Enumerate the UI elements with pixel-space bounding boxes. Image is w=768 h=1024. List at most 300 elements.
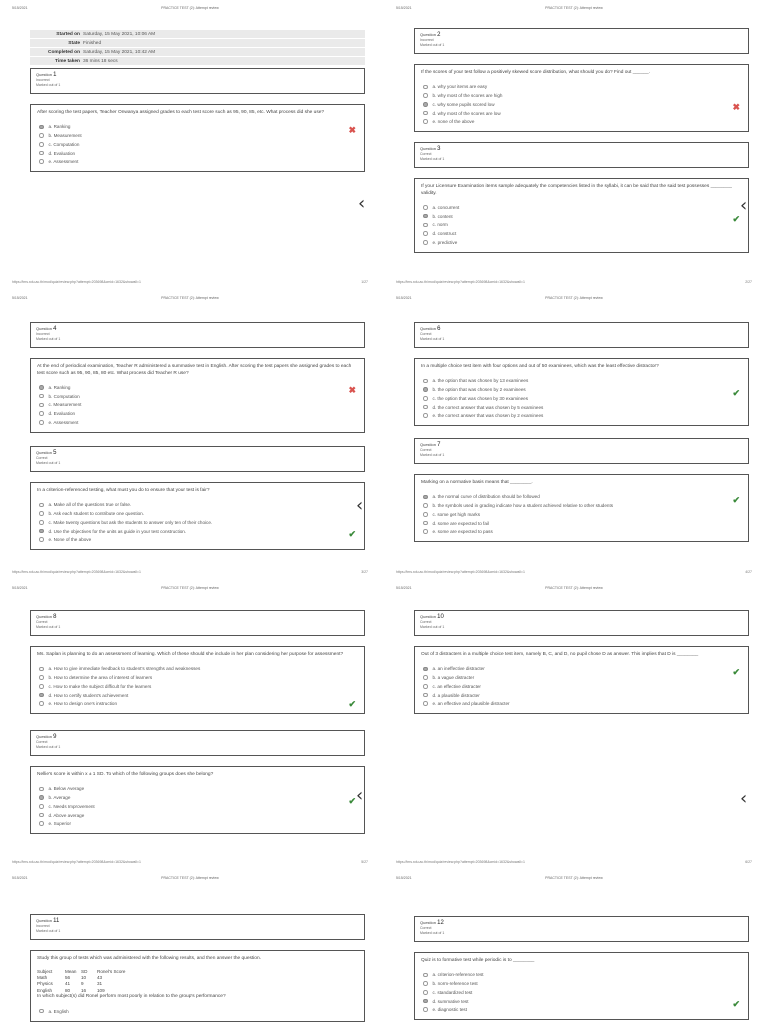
chevron-left-icon[interactable]: ‹: [356, 785, 364, 806]
page-title: PRACTICE TEST (2): Attempt review: [545, 876, 603, 880]
check-icon: ✔: [348, 699, 356, 710]
print-date: 5/15/2021: [12, 876, 28, 880]
answer-option-label: a. Make all of the questions true or false.: [48, 502, 132, 508]
answer-option[interactable]: [37, 123, 358, 132]
answer-option[interactable]: [421, 682, 742, 691]
answer-option-label: d. some are expected to fail: [432, 520, 489, 526]
question-info: [30, 322, 365, 348]
answer-option-label: c. How to make the subject difficult for the learners: [48, 683, 152, 689]
answer-option-label: a. Below Average: [48, 786, 85, 792]
answer-option[interactable]: [421, 691, 742, 700]
answer-option-label: a. an ineffective distracter: [432, 666, 485, 672]
answer-option[interactable]: [421, 403, 742, 412]
answer-option[interactable]: [421, 91, 742, 100]
score-table-cell: 56: [65, 975, 71, 980]
radio-button[interactable]: [423, 387, 428, 392]
answer-option-label: a. How to give immediate feedback to student's strengths and weaknesses: [48, 666, 201, 672]
question-content: [414, 952, 749, 1020]
answer-option[interactable]: [421, 1005, 742, 1014]
page-url: https://lms.xdu.ac.th/mod/quiz/review.php?attempt=203698&cmid=1632&showall=1: [396, 570, 525, 574]
radio-button[interactable]: [423, 102, 428, 107]
answer-option[interactable]: [37, 383, 358, 392]
answer-option[interactable]: [37, 802, 358, 811]
answer-option-label: b. Ask each student to contribute one question.: [48, 511, 145, 517]
question-info: [30, 914, 365, 940]
answer-option-label: a. Ranking: [48, 385, 71, 391]
answer-option-label: c. some get high marks: [432, 511, 480, 517]
chevron-left-icon[interactable]: ‹: [356, 495, 364, 516]
score-table-cell: SD: [81, 968, 88, 974]
answer-option-label: b. Computation: [48, 393, 80, 399]
question-number: 5: [53, 450, 57, 456]
radio-button[interactable]: [423, 214, 428, 219]
question-status: Incorrect: [36, 78, 50, 82]
answer-option[interactable]: [37, 157, 358, 166]
question-number: 7: [437, 442, 441, 448]
answer-option[interactable]: [37, 140, 358, 149]
answer-option-label: e. predictive: [432, 239, 458, 245]
answer-option[interactable]: [421, 212, 742, 221]
question-status: Correct: [36, 456, 48, 460]
radio-button[interactable]: [39, 821, 44, 826]
answer-option[interactable]: [421, 510, 742, 519]
answer-option[interactable]: [37, 501, 358, 510]
marked-out-of: Marked out of 1: [420, 157, 445, 161]
question-word: Question: [36, 734, 53, 739]
answer-option-label: b. the symbols used in grading indicate how a student achieved relative to other students: [432, 503, 614, 509]
radio-button[interactable]: [423, 205, 428, 210]
answer-option[interactable]: [421, 673, 742, 682]
answer-option[interactable]: [421, 988, 742, 997]
answer-option[interactable]: [421, 109, 742, 118]
marked-out-of: Marked out of 1: [36, 745, 61, 749]
marked-out-of: Marked out of 1: [420, 43, 445, 47]
answer-option[interactable]: [37, 401, 358, 410]
radio-button[interactable]: [39, 403, 44, 408]
question-text: In a multiple choice test item with four options and out of 50 examinees, which was the least effective distractor?: [421, 364, 659, 369]
score-table: [37, 969, 358, 995]
question-info: [414, 438, 749, 464]
question-content: [30, 358, 365, 433]
question-info: [414, 142, 749, 168]
cross-icon: ✖: [732, 102, 740, 113]
answer-option[interactable]: [37, 1007, 358, 1016]
radio-button[interactable]: [423, 999, 428, 1004]
question-text: After scoring the test papers, Teacher Onwanya assigned grades to each test score such as 95, 90, 85, etc. What process did she use?: [37, 110, 325, 115]
answer-option[interactable]: [421, 229, 742, 238]
cross-icon: ✖: [348, 385, 356, 395]
question-info: [30, 68, 365, 94]
answer-option[interactable]: [37, 819, 358, 828]
score-table-cell: Mean: [65, 968, 77, 974]
summary-value: Finished: [83, 40, 102, 46]
answer-option-label: d. Evaluation: [48, 150, 76, 156]
answer-option[interactable]: [37, 392, 358, 401]
page-footer: [396, 860, 752, 864]
answer-option-label: e. the correct answer that was chosen by 2 examinees: [432, 413, 544, 419]
answer-option-label: e. None of the above: [48, 537, 92, 543]
answer-option-label: e. diagnostic test: [432, 1007, 467, 1013]
radio-button[interactable]: [423, 405, 428, 410]
summary-key: State: [68, 40, 80, 46]
answer-option[interactable]: [421, 377, 742, 386]
answer-option[interactable]: [421, 493, 742, 502]
radio-button[interactable]: [39, 684, 44, 689]
question-word: Question: [420, 920, 437, 925]
score-table-cell: Math: [37, 975, 48, 980]
page-number: 2/27: [745, 280, 752, 284]
radio-button[interactable]: [39, 537, 44, 542]
question-number: 10: [437, 614, 444, 620]
radio-button[interactable]: [423, 667, 428, 672]
radio-button[interactable]: [39, 151, 44, 156]
answer-option-label: e. Superior: [48, 821, 71, 827]
answer-option-label: c. Needs Improvement: [48, 803, 95, 809]
radio-button[interactable]: [39, 675, 44, 680]
radio-button[interactable]: [39, 511, 44, 516]
chevron-left-icon[interactable]: ‹: [740, 195, 748, 216]
pdf-page: [0, 0, 380, 290]
answer-option[interactable]: [37, 131, 358, 140]
radio-button[interactable]: [423, 396, 428, 401]
radio-button[interactable]: [423, 119, 428, 124]
answer-option[interactable]: [421, 665, 742, 674]
radio-button[interactable]: [39, 1009, 44, 1014]
question-status: Correct: [36, 740, 48, 744]
question-status: Incorrect: [36, 332, 50, 336]
radio-button[interactable]: [423, 379, 428, 384]
score-table-cell: 10: [81, 975, 87, 980]
question-status: Correct: [36, 620, 48, 624]
radio-button[interactable]: [39, 804, 44, 809]
marked-out-of: Marked out of 1: [36, 929, 61, 933]
question-content: [30, 950, 365, 1022]
answer-option[interactable]: [421, 519, 742, 528]
pdf-page: [384, 580, 764, 870]
check-icon: ✔: [732, 213, 740, 224]
page-title: PRACTICE TEST (2): Attempt review: [161, 876, 219, 880]
answer-option-label: c. standardized test: [432, 989, 473, 995]
answer-option-label: d. construct: [432, 231, 457, 237]
answer-option-label: e. Assessment: [48, 419, 79, 425]
summary-value: Saturday, 15 May 2021, 10:42 AM: [83, 49, 156, 55]
marked-out-of: Marked out of 1: [36, 461, 61, 465]
question-info: [30, 730, 365, 756]
answer-option[interactable]: [421, 100, 742, 109]
question-status: Correct: [420, 332, 432, 336]
page-title: PRACTICE TEST (2): Attempt review: [545, 6, 603, 10]
answer-option-label: e. some are expected to pass: [432, 529, 493, 535]
answer-option-label: e. Assessment: [48, 159, 79, 165]
page-url: https://lms.xdu.ac.th/mod/quiz/review.php?attempt=203698&cmid=1632&showall=1: [12, 280, 141, 284]
answer-option[interactable]: [37, 527, 358, 536]
check-icon: ✔: [732, 387, 740, 398]
question-content: [30, 646, 365, 714]
answer-option[interactable]: [421, 394, 742, 403]
print-date: 5/15/2021: [396, 586, 412, 590]
answer-option-label: a. the normal curve of distribution should be followed: [432, 494, 540, 500]
question-text: Nellie's score is within x ± 1 SD. To which of the following groups does she belong?: [37, 772, 214, 777]
page-title: PRACTICE TEST (2): Attempt review: [545, 586, 603, 590]
answer-option-label: d. a plausible distracter: [432, 692, 480, 698]
radio-button[interactable]: [423, 240, 428, 245]
page-footer: [396, 280, 752, 284]
radio-button[interactable]: [423, 521, 428, 526]
score-table-cell: Physics: [37, 981, 53, 987]
radio-button[interactable]: [423, 701, 428, 706]
radio-button[interactable]: [39, 503, 44, 508]
attempt-summary: [30, 30, 365, 66]
page-url: https://lms.xdu.ac.th/mod/quiz/review.php?attempt=203698&cmid=1632&showall=1: [396, 860, 525, 864]
answer-option[interactable]: [421, 699, 742, 708]
page-url: https://lms.xdu.ac.th/mod/quiz/review.php?attempt=203698&cmid=1632&showall=1: [12, 570, 141, 574]
radio-button[interactable]: [39, 693, 44, 698]
radio-button[interactable]: [39, 795, 44, 800]
page-number: 3/27: [361, 570, 368, 574]
answer-option-label: e. an effective and plausible distracter: [432, 701, 510, 707]
answer-option-label: d. Use the objectives for the units as guide in your test construction.: [48, 528, 187, 534]
answer-option[interactable]: [37, 793, 358, 802]
chevron-left-icon[interactable]: ‹: [740, 788, 748, 809]
answer-option[interactable]: [37, 811, 358, 820]
radio-button[interactable]: [423, 85, 428, 90]
marked-out-of: Marked out of 1: [420, 931, 445, 935]
radio-button[interactable]: [423, 413, 428, 418]
answer-option-label: d. summative test: [432, 998, 469, 1004]
question-info: [414, 916, 749, 942]
radio-button[interactable]: [423, 223, 428, 228]
pdf-page: [0, 580, 380, 870]
page-title: PRACTICE TEST (2): Attempt review: [161, 296, 219, 300]
radio-button[interactable]: [423, 529, 428, 534]
answer-option-label: c. Measurement: [48, 402, 82, 408]
answer-option[interactable]: [37, 535, 358, 544]
question-text: Quiz is to formative test while periodic is to ________: [421, 958, 535, 963]
answer-option-label: b. Average: [48, 795, 71, 801]
answer-option[interactable]: [37, 699, 358, 708]
answer-option[interactable]: [421, 997, 742, 1006]
radio-button[interactable]: [39, 813, 44, 818]
answer-option[interactable]: [37, 149, 358, 158]
answer-option[interactable]: [421, 971, 742, 980]
answer-option[interactable]: [37, 409, 358, 418]
answer-option-label: b. How to determine the area of interest of learners: [48, 675, 153, 681]
summary-row: [30, 39, 365, 48]
radio-button[interactable]: [423, 684, 428, 689]
radio-button[interactable]: [423, 512, 428, 517]
score-table-cell: 43: [97, 975, 103, 980]
radio-button[interactable]: [423, 93, 428, 98]
answer-option-label: c. norm: [432, 222, 448, 228]
answer-option[interactable]: [37, 509, 358, 518]
page-url: https://lms.xdu.ac.th/mod/quiz/review.php?attempt=203698&cmid=1632&showall=1: [396, 280, 525, 284]
question-content: [414, 358, 749, 426]
score-table-cell: 80: [65, 987, 71, 993]
page-footer: [12, 570, 368, 574]
question-info: [30, 446, 365, 472]
answer-option[interactable]: [421, 527, 742, 536]
answer-option[interactable]: [37, 518, 358, 527]
print-date: 5/15/2021: [396, 6, 412, 10]
check-icon: ✔: [732, 667, 740, 677]
answer-option[interactable]: [37, 682, 358, 691]
score-table-cell: Ronel's Score: [97, 968, 126, 974]
answer-option[interactable]: [37, 785, 358, 794]
answer-option-label: a. concurrent: [432, 205, 460, 211]
marked-out-of: Marked out of 1: [420, 625, 445, 629]
score-table-cell: 9: [81, 981, 84, 987]
radio-button[interactable]: [423, 1007, 428, 1012]
question-content: [414, 178, 749, 253]
summary-value: 36 mins 18 secs: [83, 58, 118, 64]
radio-button[interactable]: [423, 981, 428, 986]
question-status: Incorrect: [420, 38, 434, 42]
answer-option-label: c. Make twenty questions but ask the students to answer only ten of their choice.: [48, 519, 213, 525]
answer-option[interactable]: [421, 83, 742, 92]
answer-option-label: c. the option that was chosen by 30 examinees: [432, 395, 529, 401]
check-icon: ✔: [348, 795, 356, 806]
marked-out-of: Marked out of 1: [36, 337, 61, 341]
answer-option-label: a. Ranking: [48, 124, 71, 130]
radio-button[interactable]: [39, 520, 44, 525]
answer-option-label: a. why your items are easy: [432, 84, 488, 90]
answer-option-label: e. none of the above: [432, 119, 475, 125]
print-date: 5/15/2021: [12, 586, 28, 590]
radio-button[interactable]: [423, 503, 428, 508]
question-word: Question: [36, 326, 53, 331]
question-number: 2: [437, 32, 441, 38]
question-content: [414, 474, 749, 542]
question-status: Correct: [420, 926, 432, 930]
answer-option-label: d. the correct answer that was chosen by 5 examinees: [432, 404, 544, 410]
radio-button[interactable]: [423, 111, 428, 116]
answer-option[interactable]: [421, 203, 742, 212]
answer-option[interactable]: [421, 221, 742, 230]
question-number: 12: [437, 920, 444, 926]
radio-button[interactable]: [423, 973, 428, 978]
radio-button[interactable]: [39, 133, 44, 138]
answer-option-label: d. Evaluation: [48, 411, 76, 417]
score-table-cell: Subject: [37, 968, 53, 974]
answer-option-label: c. why some pupils scored low: [432, 101, 495, 107]
question-word: Question: [420, 442, 437, 447]
summary-row: [30, 57, 365, 66]
question-number: 11: [53, 918, 60, 924]
question-text: Ms. Saplan is planning to do an assessment of learning. Which of these should she include in her plan considering her purpose for assessment?: [37, 652, 344, 657]
answer-option[interactable]: [37, 418, 358, 427]
score-table-cell: 16: [81, 987, 87, 993]
page-title: PRACTICE TEST (2): Attempt review: [161, 586, 219, 590]
summary-key: Started on: [56, 31, 80, 37]
question-text-2: In which subject(s) did Ronel perform most poorly in relation to the group's performance?: [37, 994, 226, 1000]
score-table-cell: 31: [97, 981, 103, 987]
question-word: Question: [420, 614, 437, 619]
check-icon: ✔: [348, 529, 356, 540]
answer-option-label: d. why most of the scores are low: [432, 110, 501, 116]
radio-button[interactable]: [39, 529, 44, 534]
marked-out-of: Marked out of 1: [36, 625, 61, 629]
marked-out-of: Marked out of 1: [420, 453, 445, 457]
question-word: Question: [420, 326, 437, 331]
radio-button[interactable]: [39, 420, 44, 425]
question-word: Question: [36, 72, 53, 77]
radio-button[interactable]: [423, 990, 428, 995]
answer-option-label: a. criterion-reference test: [432, 972, 484, 978]
radio-button[interactable]: [423, 675, 428, 680]
summary-key: Completed on: [48, 49, 80, 55]
chevron-left-icon[interactable]: ‹: [358, 193, 366, 214]
page-url: https://lms.xdu.ac.th/mod/quiz/review.php?attempt=203698&cmid=1632&showall=1: [12, 860, 141, 864]
score-table-cell: 41: [65, 981, 71, 987]
question-text: If your Licensure Examination items sample adequately the competencies listed in the syllabi, it can be said that the said test possesses ________ validity.: [421, 184, 732, 196]
cross-icon: ✖: [348, 125, 356, 135]
page-title: PRACTICE TEST (2): Attempt review: [161, 6, 219, 10]
question-text: If the scores of your test follow a positively skewed score distribution, what should you do? Find out ______.: [421, 70, 651, 75]
question-status: Incorrect: [36, 924, 50, 928]
question-info: [414, 610, 749, 636]
radio-button[interactable]: [39, 701, 44, 706]
question-text: Marking on a normative basis means that ________.: [421, 480, 533, 485]
answer-option[interactable]: [421, 501, 742, 510]
print-date: 5/15/2021: [396, 296, 412, 300]
question-text: Study this group of tests which was administered with the following results, and then answer the question.: [37, 956, 261, 961]
radio-button[interactable]: [39, 394, 44, 399]
print-date: 5/15/2021: [12, 296, 28, 300]
radio-button[interactable]: [39, 159, 44, 164]
answer-option[interactable]: [421, 411, 742, 420]
question-content: [30, 482, 365, 550]
question-info: [30, 610, 365, 636]
page-number: 5/27: [361, 860, 368, 864]
radio-button[interactable]: [423, 495, 428, 500]
question-number: 6: [437, 326, 441, 332]
print-date: 5/15/2021: [396, 876, 412, 880]
answer-option[interactable]: [421, 385, 742, 394]
question-word: Question: [36, 614, 53, 619]
answer-option[interactable]: [37, 691, 358, 700]
answer-option[interactable]: [421, 979, 742, 988]
radio-button[interactable]: [39, 125, 44, 130]
summary-row: [30, 30, 365, 39]
page-footer: [396, 570, 752, 574]
answer-option-label: b. the option that was chosen by 2 examinees: [432, 387, 526, 393]
summary-value: Saturday, 15 May 2021, 10:06 AM: [83, 31, 156, 37]
radio-button[interactable]: [39, 142, 44, 147]
answer-option[interactable]: [37, 673, 358, 682]
radio-button[interactable]: [39, 411, 44, 416]
radio-button[interactable]: [39, 787, 44, 792]
question-word: Question: [36, 918, 53, 923]
radio-button[interactable]: [423, 693, 428, 698]
answer-option-label: b. why most of the scores are high: [432, 93, 503, 99]
page-number: 1/27: [361, 280, 368, 284]
radio-button[interactable]: [39, 667, 44, 672]
radio-button[interactable]: [39, 385, 44, 390]
answer-option[interactable]: [37, 665, 358, 674]
question-text: At the end of periodical examination, Teacher R administered a summative test in English. After scoring the test papers she assigned grades to each test score such as 95, 90, 85, 80 etc. What process did Teacher R use?: [37, 364, 352, 376]
answer-option[interactable]: [421, 238, 742, 247]
question-word: Question: [420, 146, 437, 151]
answer-option-label: d. Above average: [48, 812, 85, 818]
answer-option-label: d. How to certify student's achievement: [48, 692, 129, 698]
page-number: 4/27: [745, 570, 752, 574]
question-word: Question: [36, 450, 53, 455]
answer-option-label: c. Computation: [48, 141, 80, 147]
pdf-page: [384, 0, 764, 290]
page-number: 6/27: [745, 860, 752, 864]
radio-button[interactable]: [423, 231, 428, 236]
answer-option[interactable]: [421, 117, 742, 126]
